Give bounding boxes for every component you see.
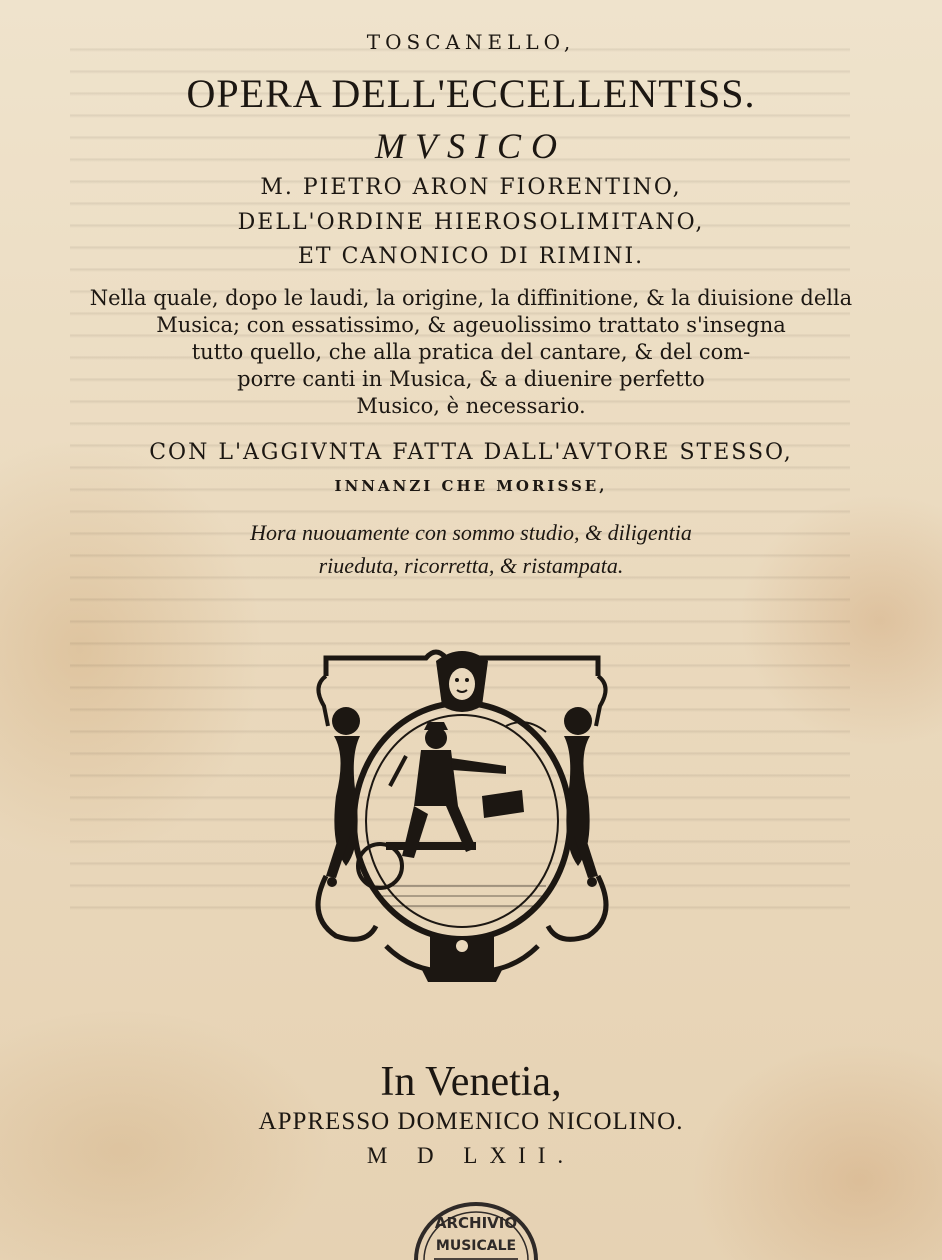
addition-line: CON L'AGGIVNTA FATTA DALL'AVTORE STESSO,: [149, 440, 793, 465]
description-line: tutto quello, che alla pratica del cantare, & del com-: [191, 340, 751, 364]
imprint-printer: APPRESSO DOMENICO NICOLINO.: [258, 1108, 684, 1135]
book-subtitle: MVSICO: [375, 126, 567, 166]
order-line: DELL'ORDINE HIEROSOLIMITANO,: [237, 210, 705, 235]
addition-subline: INNANZI CHE MORISSE,: [334, 477, 608, 495]
right-caryatid: [564, 707, 598, 887]
canon-line: ET CANONICO DI RIMINI.: [297, 244, 645, 269]
seated-warrior: [358, 722, 546, 888]
revision-line: Hora nuouamente con sommo studio, & diligentia: [250, 520, 692, 545]
author-line: M. PIETRO ARON FIORENTINO,: [260, 175, 682, 200]
stamp-line-1: ARCHIVIO: [434, 1214, 518, 1232]
library-stamp: [412, 1196, 540, 1260]
imprint-date: M D LXII.: [366, 1143, 576, 1168]
mask-ornament: [436, 651, 488, 712]
book-title: OPERA DELL'ECCELLENTISS.: [186, 71, 756, 116]
description-line: Nella quale, dopo le laudi, la origine, la diffinitione, & la diuisione della: [89, 286, 853, 310]
description-line: Musico, è necessario.: [356, 394, 586, 418]
description: [0, 285, 942, 420]
stamp-line-2: MUSICALE: [435, 1238, 517, 1254]
printer-device-woodcut: [306, 646, 618, 986]
description-line: Musica; con essatissimo, & ageuolissimo trattato s'insegna: [156, 313, 786, 337]
left-caryatid: [326, 707, 360, 887]
running-head: TOSCANELLO,: [366, 30, 576, 54]
revision-note: [0, 516, 942, 582]
revision-line: riueduta, ricorretta, & ristampata.: [318, 553, 624, 578]
imprint-place: In Venetia,: [380, 1059, 562, 1105]
vase-ornament: [422, 936, 502, 982]
description-line: porre canti in Musica, & a diuenire perfetto: [237, 367, 705, 391]
